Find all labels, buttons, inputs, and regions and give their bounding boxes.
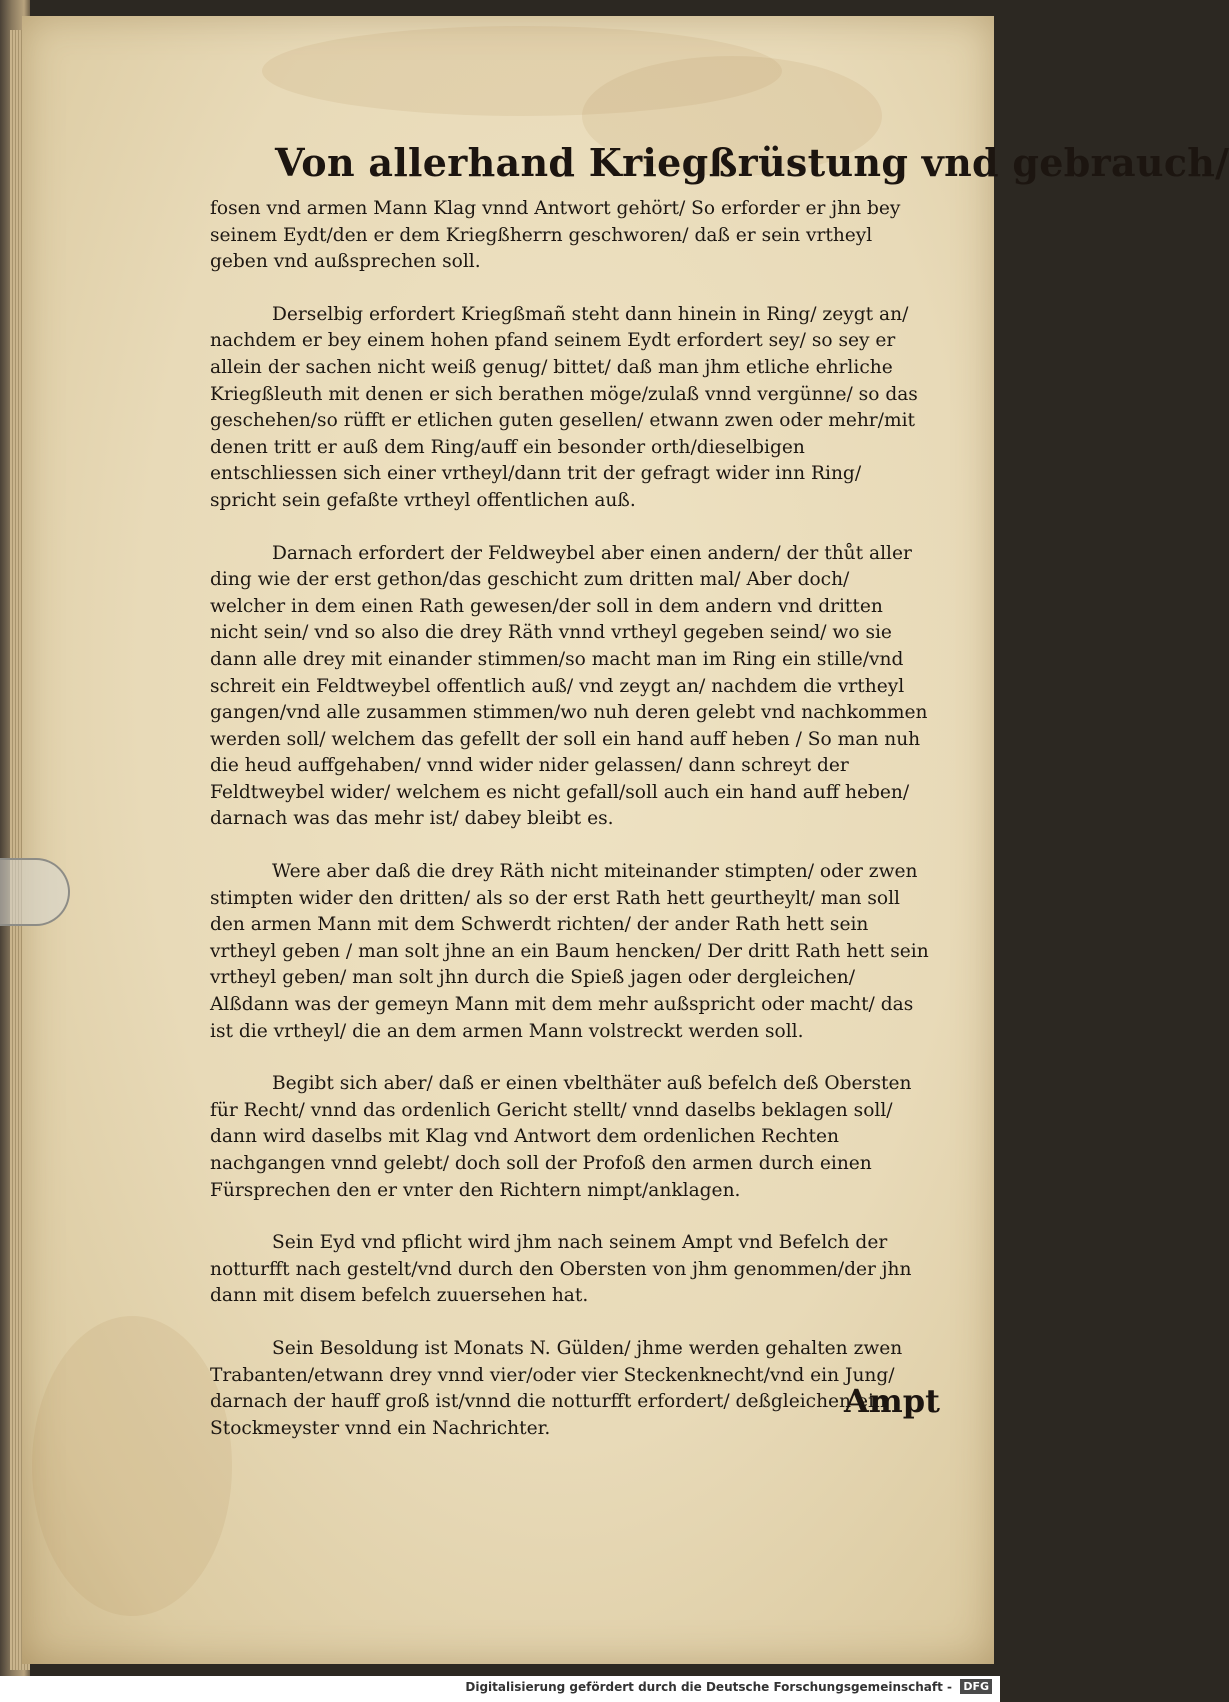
paragraph: Derselbig erfordert Kriegßmañ steht dann hinein in Ring/ zeygt an/ nachdem er bey einem hohen pfand seinem Eydt erfordert sey/ so sey er allein der sachen nicht weiß genug/ bittet/ daß man jhm etliche ehrliche Kriegßleuth mit denen er sich berathen möge/zulaß vnnd vergünne/ so das geschehen/so rüfft er etlichen guten gesellen/ etwann zwen oder mehr/mit denen tritt er auß dem Ring/auff ein besonder orth/dieselbigen entschliessen sich einer vrtheyl/dann trit der gefragt wider inn Ring/ spricht sein gefaßte vrtheyl offentlichen auß. — [210, 303, 918, 511]
paragraph: Sein Eyd vnd pflicht wird jhm nach seinem Ampt vnd Befelch der notturfft nach gestelt/vnd durch den Obersten von jhm genommen/der jhn dann mit disem befelch zuuersehen hat. — [210, 1232, 912, 1307]
page-stain — [32, 1316, 232, 1616]
dfg-logo: DFG — [960, 1679, 992, 1694]
page-clip-marker — [0, 858, 70, 926]
catchword: Ampt — [844, 1382, 940, 1420]
running-head: Von allerhand Kriegßrüstung vnd gebrauch/ — [275, 140, 1229, 185]
paragraph: fosen vnd armen Mann Klag vnnd Antwort gehört/ So erforder er jhn bey seinem Eydt/den er dem Kriegßherrn geschworen/ daß er sein vrtheyl geben vnd außsprechen soll. — [210, 198, 901, 273]
paragraph: Sein Besoldung ist Monats N. Gülden/ jhme werden gehalten zwen Trabanten/etwann drey vnnd vier/oder vier Steckenknecht/vnd ein Jung/ darnach der hauff groß ist/vnnd die notturfft erfordert/ deßgleichen ein Stockmeyster vnnd ein Nachrichter. — [210, 1337, 903, 1439]
body-text — [210, 196, 930, 1468]
paragraph: Darnach erfordert der Feldweybel aber einen andern/ der thůt aller ding wie der erst gethon/das geschicht zum dritten mal/ Aber doch/ welcher in dem einen Rath gewesen/der soll in dem andern vnd dritten nicht sein/ vnd so also die drey Räth vnnd vrtheyl gegeben seind/ wo sie dann alle drey mit einander stimmen/so macht man im Ring ein stille/vnd schreit ein Feldtweybel offentlich auß/ vnd zeygt an/ nachdem die vrtheyl gangen/vnd alle zusammen stimmen/wo nuh deren gelebt vnd nachkommen werden soll/ welchem das gefellt der soll ein hand auff heben / So man nuh die heud auffgehaben/ vnnd wider nider gelassen/ dann schreyt der Feldtweybel wider/ welchem es nicht gefall/soll auch ein hand auff heben/ darnach was das mehr ist/ dabey bleibt es. — [210, 542, 928, 830]
paragraph: Begibt sich aber/ daß er einen vbelthäter auß befelch deß Obersten für Recht/ vnnd das ordenlich Gericht stellt/ vnnd daselbs beklagen soll/ dann wird daselbs mit Klag vnd Antwort dem ordenlichen Rechten nachgangen vnnd gelebt/ doch soll der Profoß den armen durch einen Fürsprechen den er vnter den Richtern nimpt/anklagen. — [210, 1073, 912, 1201]
paragraph: Were aber daß die drey Räth nicht miteinander stimpten/ oder zwen stimpten wider den dritten/ als so der erst Rath hett geurtheylt/ man soll den armen Mann mit dem Schwerdt richten/ der ander Rath hett sein vrtheyl geben / man solt jhne an ein Baum hencken/ Der dritt Rath hett sein vrtheyl geben/ man solt jhn durch die Spieß jagen oder dergleichen/ Alßdann was der gemeyn Mann mit dem mehr außspricht oder macht/ das ist die vrtheyl/ die an dem armen Mann volstreckt werden soll. — [210, 861, 929, 1042]
funding-notice: Digitalisierung gefördert durch die Deutsche Forschungsgemeinschaft - — [465, 1680, 952, 1694]
